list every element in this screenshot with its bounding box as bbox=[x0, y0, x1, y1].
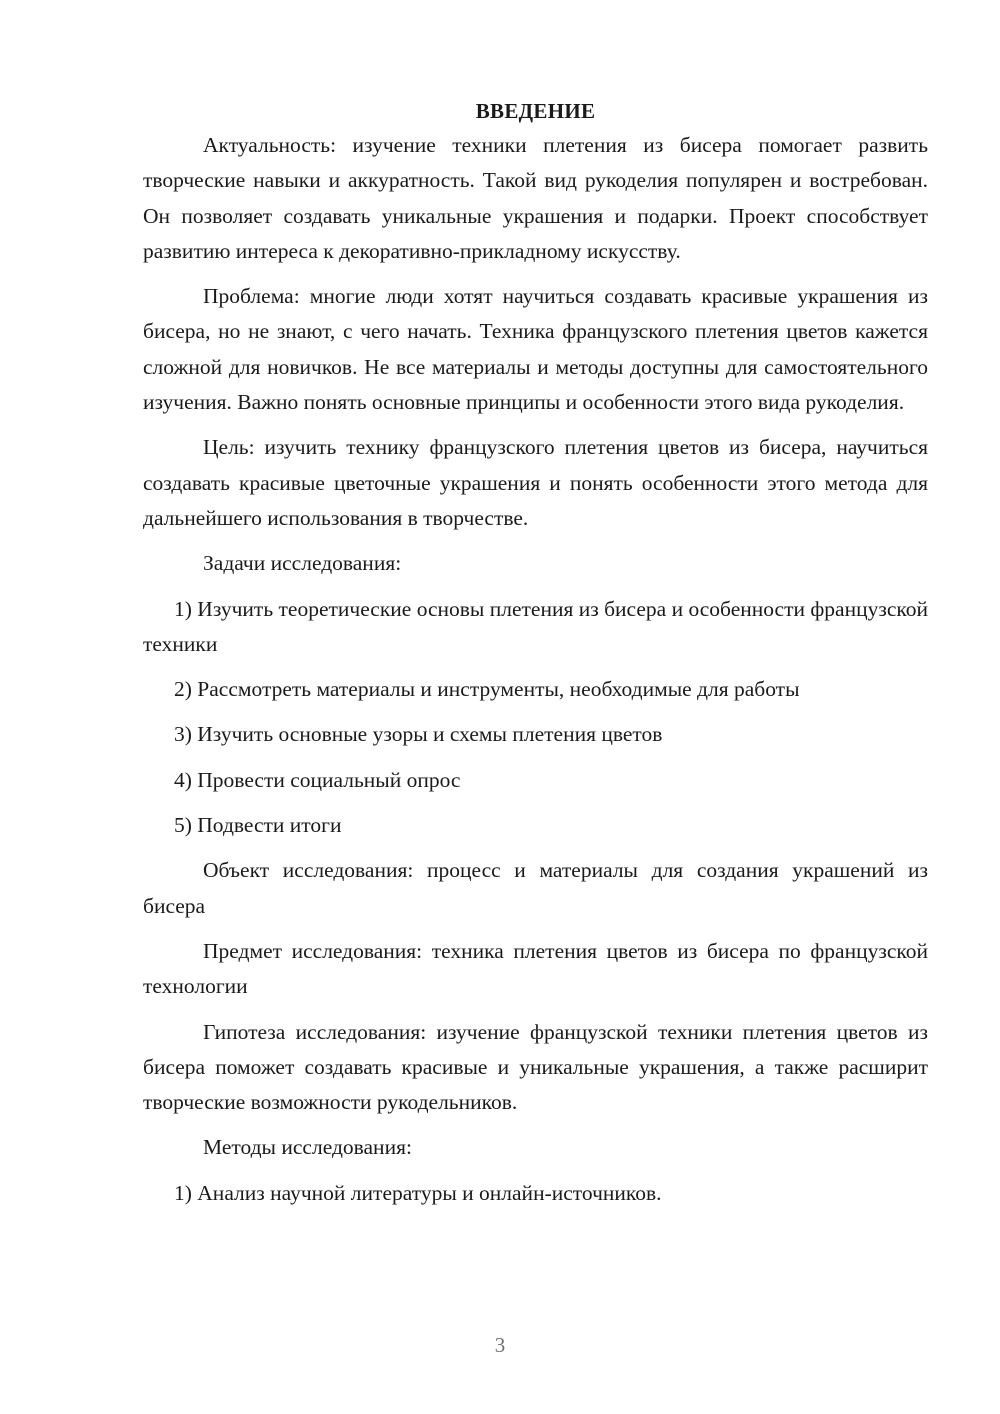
page-title: ВВЕДЕНИЕ bbox=[475, 99, 596, 123]
task-item-3: 3) Изучить основные узоры и схемы плетения цветов bbox=[174, 722, 663, 747]
paragraph-object: Объект исследования: процесс и материалы для создания украшений из бисера bbox=[143, 858, 928, 918]
paragraph-relevance: Актуальность: изучение техники плетения из бисера помогает развить творческие навыки и аккуратность. Такой вид рукоделия популярен и востребован. Он позволяет создавать уникальные украшения и подарки. Проект способствует развитию интереса к декоративно-прикладному искусству. bbox=[143, 133, 928, 263]
paragraph-problem: Проблема: многие люди хотят научиться создавать красивые украшения из бисера, но не знают, с чего начать. Техника французского плетения цветов кажется сложной для новичков. Не все материалы и методы доступны для самостоятельного изучения. Важно понять основные принципы и особенности этого вида рукоделия. bbox=[143, 284, 928, 415]
methods-heading: Методы исследования: bbox=[203, 1135, 412, 1160]
task-item-4: 4) Провести социальный опрос bbox=[174, 767, 461, 792]
task-item-1: 1) Изучить теоретические основы плетения из бисера и особенности французской техники bbox=[143, 596, 928, 656]
task-item-2: 2) Рассмотреть материалы и инструменты, необходимые для работы bbox=[174, 677, 800, 702]
page-number: 3 bbox=[494, 1333, 506, 1357]
paragraph-subject: Предмет исследования: техника плетения цветов из бисера по французской технологии bbox=[143, 938, 928, 999]
paragraph-hypothesis: Гипотеза исследования: изучение французской техники плетения цветов из бисера поможет создавать красивые и уникальные украшения, а также расширит творческие возможности рукодельников. bbox=[143, 1019, 928, 1115]
task-item-5: 5) Подвести итоги bbox=[174, 813, 342, 838]
document-page bbox=[143, 94, 928, 1211]
paragraph-goal: Цель: изучить технику французского плетения цветов из бисера, научиться создавать красивые цветочные украшения и понять особенности этого метода для дальнейшего использования в творчестве. bbox=[143, 435, 928, 530]
tasks-heading: Задачи исследования: bbox=[203, 551, 402, 576]
method-item-1: 1) Анализ научной литературы и онлайн-источников. bbox=[174, 1180, 662, 1205]
